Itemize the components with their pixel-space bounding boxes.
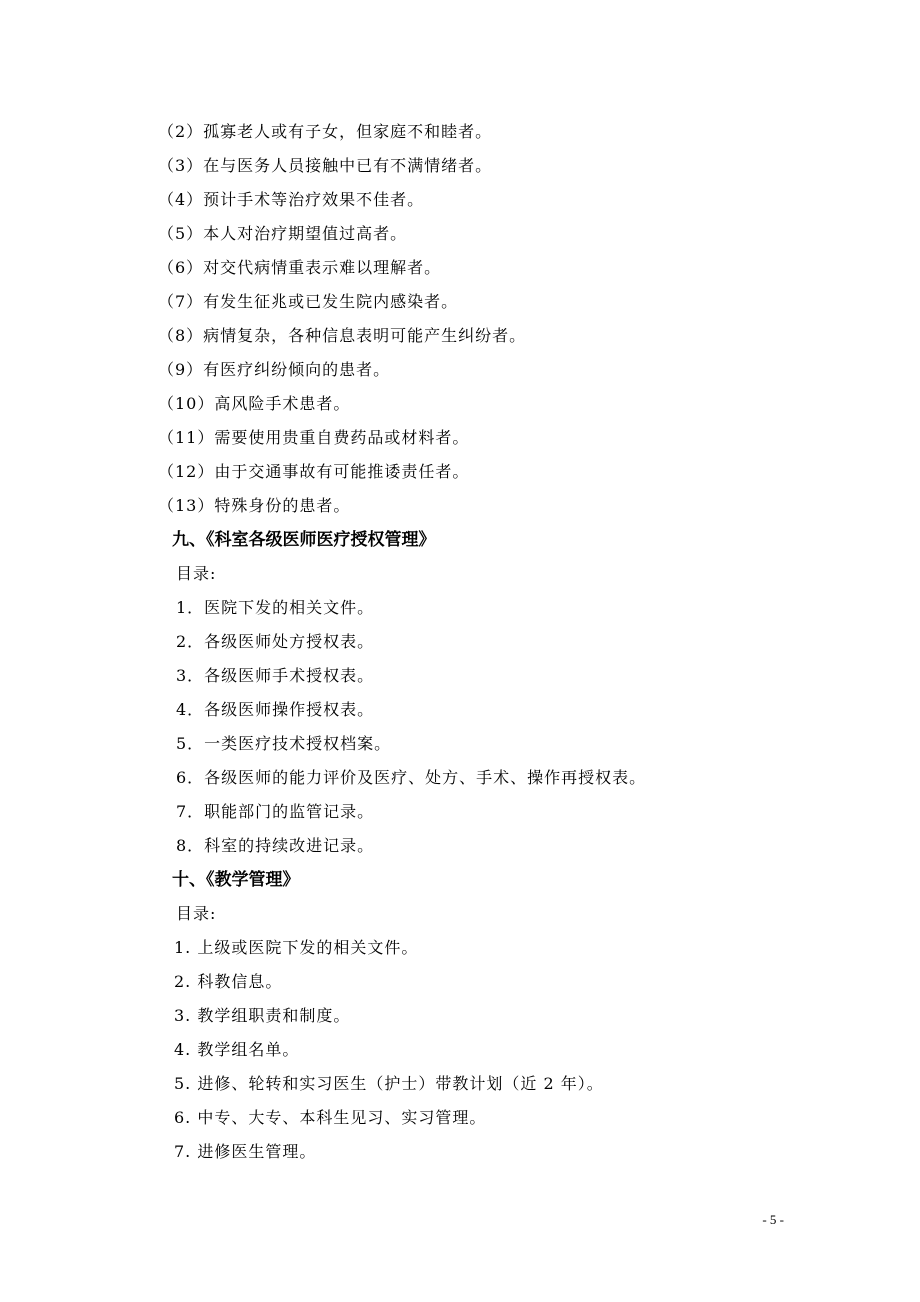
list-item: 2. 科教信息。 [174, 972, 283, 991]
section-heading-9: 九、《科室各级医师医疗授权管理》 [172, 530, 436, 550]
list-item: 8．科室的持续改进记录。 [176, 836, 375, 855]
list-item: 5. 进修、轮转和实习医生（护士）带教计划（近 2 年）。 [174, 1074, 604, 1093]
list-item: 4．各级医师操作授权表。 [176, 700, 375, 719]
list-item: （4）预计手术等治疗效果不佳者。 [158, 190, 425, 209]
section-heading-10: 十、《教学管理》 [172, 870, 300, 890]
list-item: （3）在与医务人员接触中已有不满情绪者。 [158, 156, 493, 175]
list-item: 4. 教学组名单。 [174, 1040, 300, 1059]
toc-label: 目录: [176, 564, 217, 583]
list-item: （7）有发生征兆或已发生院内感染者。 [158, 292, 459, 311]
list-item: 2．各级医师处方授权表。 [176, 632, 375, 651]
list-item: （9）有医疗纠纷倾向的患者。 [158, 360, 391, 379]
list-item: 6．各级医师的能力评价及医疗、处方、手术、操作再授权表。 [176, 768, 647, 787]
list-item: （6）对交代病情重表示难以理解者。 [158, 258, 442, 277]
list-item: （13）特殊身份的患者。 [158, 496, 351, 515]
list-item: 7．职能部门的监管记录。 [176, 802, 375, 821]
list-item: （11）需要使用贵重自费药品或材料者。 [158, 428, 470, 447]
list-item: 6. 中专、大专、本科生见习、实习管理。 [174, 1108, 487, 1127]
list-item: （5）本人对治疗期望值过高者。 [158, 224, 408, 243]
list-item: （8）病情复杂，各种信息表明可能产生纠纷者。 [158, 326, 527, 345]
list-item: 1. 上级或医院下发的相关文件。 [174, 938, 419, 957]
list-item: 1．医院下发的相关文件。 [176, 598, 375, 617]
page-number: - 5 - [762, 1212, 784, 1227]
toc-label: 目录: [176, 904, 217, 923]
list-item: （10）高风险手术患者。 [158, 394, 351, 413]
list-item: （12）由于交通事故有可能推诿责任者。 [158, 462, 470, 481]
list-item: 3．各级医师手术授权表。 [176, 666, 375, 685]
list-item: 3. 教学组职责和制度。 [174, 1006, 351, 1025]
list-item: （2）孤寡老人或有子女，但家庭不和睦者。 [158, 122, 493, 141]
list-item: 7. 进修医生管理。 [174, 1142, 317, 1161]
list-item: 5．一类医疗技术授权档案。 [176, 734, 392, 753]
